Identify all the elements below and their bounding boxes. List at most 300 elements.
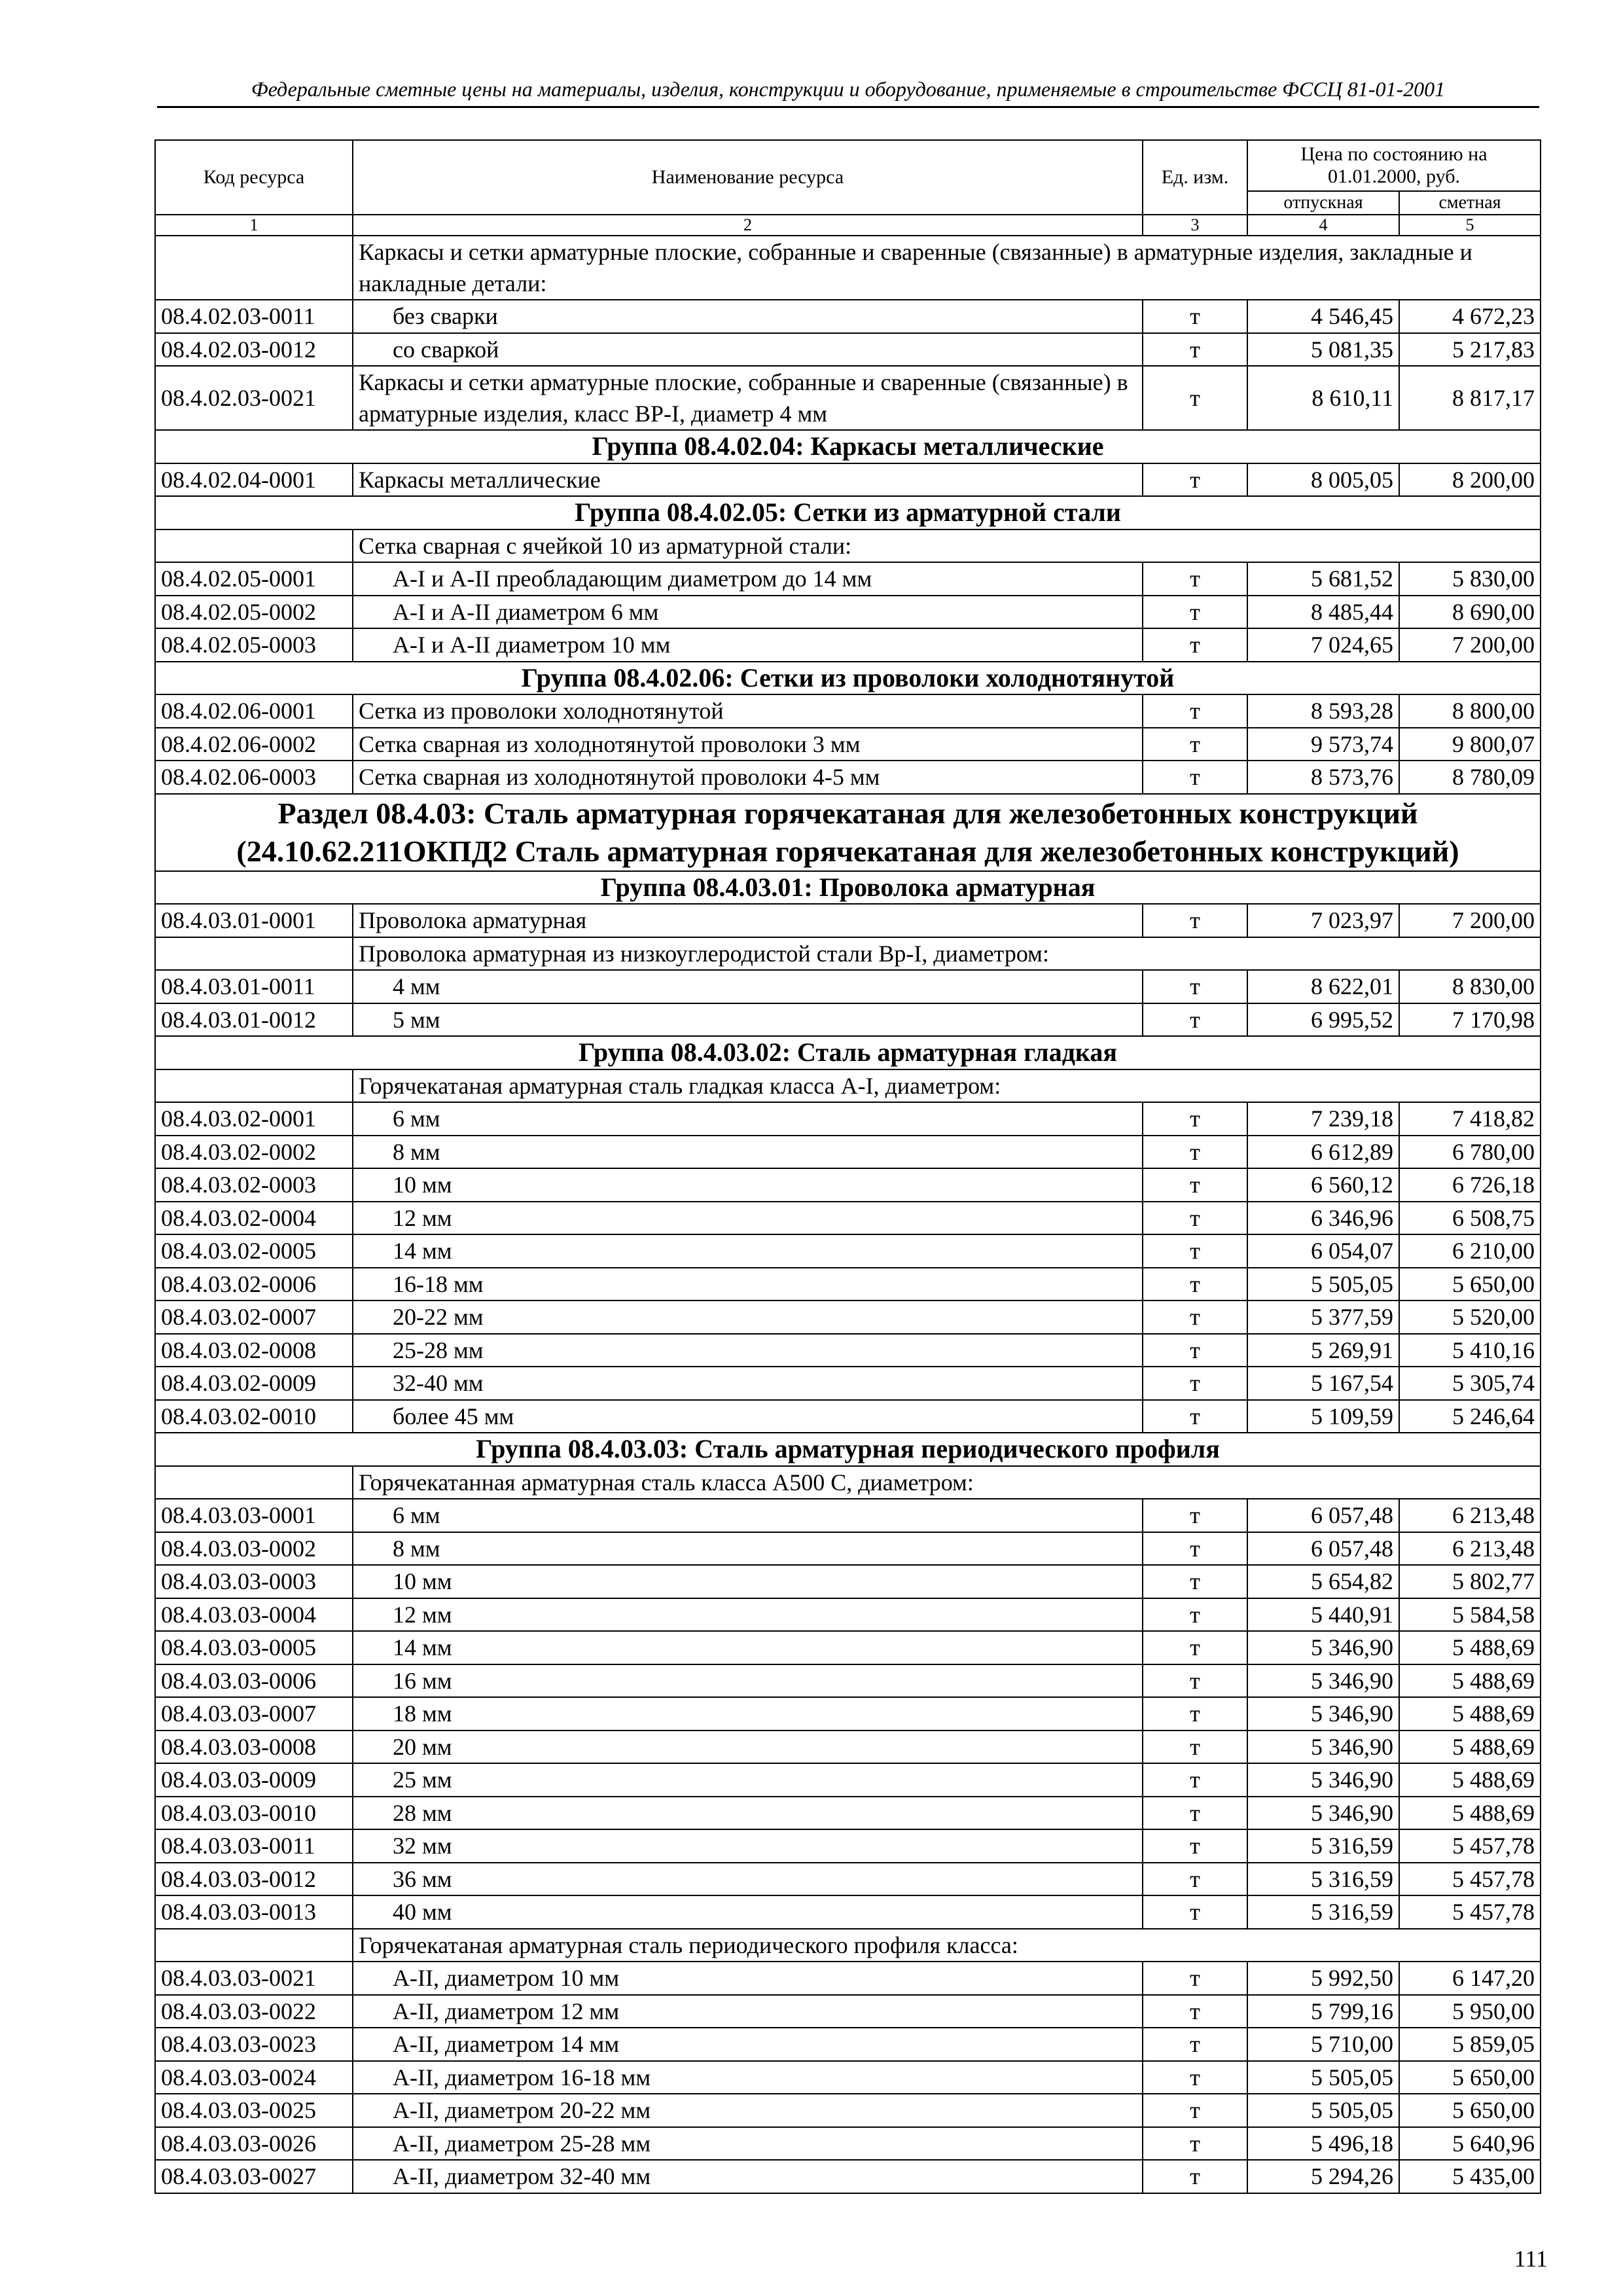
subheading-row (155, 1466, 1541, 1499)
resource-code: 08.4.03.03-0023 (155, 2028, 353, 2061)
resource-name: А-II, диаметром 32-40 мм (353, 2160, 1143, 2193)
resource-name: 20 мм (353, 1731, 1143, 1764)
estimate-price: 4 672,23 (1399, 300, 1541, 333)
table-row (155, 1598, 1541, 1632)
unit-cell: т (1143, 300, 1247, 333)
table-row (155, 1367, 1541, 1400)
unit-cell: т (1143, 596, 1247, 629)
resource-code: 08.4.02.05-0002 (155, 596, 353, 629)
release-price: 8 005,05 (1247, 463, 1399, 497)
resource-code: 08.4.03.02-0001 (155, 1102, 353, 1136)
subheading-row (155, 937, 1541, 971)
empty-code-cell (155, 1069, 353, 1103)
unit-cell: т (1143, 1532, 1247, 1566)
table-row (155, 1731, 1541, 1764)
col-number: 2 (353, 215, 1143, 236)
release-price: 5 346,90 (1247, 1631, 1399, 1664)
table-row (155, 2061, 1541, 2094)
resource-name: более 45 мм (353, 1400, 1143, 1433)
estimate-price: 5 950,00 (1399, 1995, 1541, 2028)
estimate-price: 6 213,48 (1399, 1532, 1541, 1566)
estimate-price: 5 830,00 (1399, 562, 1541, 596)
table-row (155, 728, 1541, 761)
estimate-price: 5 305,74 (1399, 1367, 1541, 1400)
estimate-price: 5 488,69 (1399, 1763, 1541, 1797)
resource-name: 12 мм (353, 1202, 1143, 1235)
release-price: 8 485,44 (1247, 596, 1399, 629)
resource-name: 20-22 мм (353, 1300, 1143, 1334)
table-row (155, 1697, 1541, 1731)
estimate-price: 5 457,78 (1399, 1829, 1541, 1863)
unit-cell: т (1143, 1598, 1247, 1632)
unit-cell: т (1143, 694, 1247, 728)
unit-cell: т (1143, 970, 1247, 1003)
resource-code: 08.4.03.03-0005 (155, 1631, 353, 1664)
resource-code: 08.4.03.02-0008 (155, 1334, 353, 1367)
table-row (155, 904, 1541, 937)
release-price: 9 573,74 (1247, 728, 1399, 761)
resource-code: 08.4.02.05-0003 (155, 628, 353, 662)
resource-name: Каркасы металлические (353, 463, 1143, 497)
resource-code: 08.4.03.03-0003 (155, 1565, 353, 1598)
estimate-price: 5 488,69 (1399, 1631, 1541, 1664)
empty-code-cell (155, 937, 353, 971)
table-row (155, 1895, 1541, 1929)
empty-code-cell (155, 1929, 353, 1962)
release-price: 5 346,90 (1247, 1664, 1399, 1698)
section-row (155, 794, 1541, 871)
resource-name: 16 мм (353, 1664, 1143, 1698)
unit-cell: т (1143, 2061, 1247, 2094)
col-number: 5 (1399, 215, 1541, 236)
table-row (155, 1532, 1541, 1566)
resource-code: 08.4.02.05-0001 (155, 562, 353, 596)
table-row (155, 1664, 1541, 1698)
resource-name: 8 мм (353, 1136, 1143, 1169)
resource-code: 08.4.02.03-0021 (155, 366, 353, 430)
resource-code: 08.4.03.03-0004 (155, 1598, 353, 1632)
table-row (155, 562, 1541, 596)
estimate-price: 5 488,69 (1399, 1731, 1541, 1764)
unit-cell: т (1143, 366, 1247, 430)
col-number: 1 (155, 215, 353, 236)
resource-name: А-II, диаметром 20-22 мм (353, 2094, 1143, 2127)
resource-name: 10 мм (353, 1168, 1143, 1202)
unit-cell: т (1143, 1499, 1247, 1532)
resource-name: 25-28 мм (353, 1334, 1143, 1367)
release-price: 5 440,91 (1247, 1598, 1399, 1632)
estimate-price: 5 488,69 (1399, 1797, 1541, 1830)
unit-cell: т (1143, 728, 1247, 761)
release-price: 7 239,18 (1247, 1102, 1399, 1136)
release-price: 6 057,48 (1247, 1532, 1399, 1566)
col-header-name: Наименование ресурса (353, 140, 1143, 215)
group-heading: Группа 08.4.03.01: Проволока арматурная (155, 871, 1541, 905)
resource-name: со сваркой (353, 333, 1143, 367)
group-row (155, 1036, 1541, 1069)
release-price: 5 496,18 (1247, 2127, 1399, 2161)
release-price: 5 346,90 (1247, 1797, 1399, 1830)
resource-code: 08.4.03.01-0001 (155, 904, 353, 937)
unit-cell: т (1143, 1829, 1247, 1863)
resource-name: 36 мм (353, 1863, 1143, 1896)
resource-name: 32 мм (353, 1829, 1143, 1863)
estimate-price: 5 246,64 (1399, 1400, 1541, 1433)
resource-name: А-I и А-II диаметром 10 мм (353, 628, 1143, 662)
resource-code: 08.4.03.02-0004 (155, 1202, 353, 1235)
resource-name: 8 мм (353, 1532, 1143, 1566)
release-price: 5 294,26 (1247, 2160, 1399, 2193)
unit-cell: т (1143, 1334, 1247, 1367)
release-price: 5 654,82 (1247, 1565, 1399, 1598)
table-row (155, 300, 1541, 333)
release-price: 5 346,90 (1247, 1763, 1399, 1797)
resource-name: 14 мм (353, 1631, 1143, 1664)
table-row (155, 1003, 1541, 1037)
unit-cell: т (1143, 1664, 1247, 1698)
unit-cell: т (1143, 562, 1247, 596)
release-price: 5 316,59 (1247, 1829, 1399, 1863)
estimate-price: 8 830,00 (1399, 970, 1541, 1003)
release-price: 6 346,96 (1247, 1202, 1399, 1235)
resource-name: А-I и А-II преобладающим диаметром до 14 мм (353, 562, 1143, 596)
resource-code: 08.4.03.02-0010 (155, 1400, 353, 1433)
table-row (155, 1829, 1541, 1863)
resource-code: 08.4.03.01-0011 (155, 970, 353, 1003)
resource-name: Сетка сварная из холоднотянутой проволоки 3 мм (353, 728, 1143, 761)
release-price: 5 269,91 (1247, 1334, 1399, 1367)
group-row (155, 871, 1541, 905)
resource-code: 08.4.02.06-0003 (155, 761, 353, 794)
unit-cell: т (1143, 1797, 1247, 1830)
resource-code: 08.4.03.03-0022 (155, 1995, 353, 2028)
estimate-price: 8 200,00 (1399, 463, 1541, 497)
table-row (155, 2094, 1541, 2127)
release-price: 8 610,11 (1247, 366, 1399, 430)
resource-name: 6 мм (353, 1499, 1143, 1532)
table-row (155, 463, 1541, 497)
resource-code: 08.4.03.03-0007 (155, 1697, 353, 1731)
unit-cell: т (1143, 1763, 1247, 1797)
resource-code: 08.4.03.03-0013 (155, 1895, 353, 1929)
resource-code: 08.4.03.03-0021 (155, 1962, 353, 1995)
resource-code: 08.4.03.02-0003 (155, 1168, 353, 1202)
resource-code: 08.4.03.03-0025 (155, 2094, 353, 2127)
table-row (155, 1102, 1541, 1136)
table-row (155, 761, 1541, 794)
unit-cell: т (1143, 1565, 1247, 1598)
table-row (155, 1202, 1541, 1235)
estimate-price: 5 640,96 (1399, 2127, 1541, 2161)
resource-name: 5 мм (353, 1003, 1143, 1037)
release-price: 5 710,00 (1247, 2028, 1399, 2061)
table-row (155, 1136, 1541, 1169)
running-header: Федеральные сметные цены на материалы, изделия, конструкции и оборудование, применяемые в строительстве ФССЦ 81-01-2001 (157, 73, 1539, 108)
resource-code: 08.4.02.03-0011 (155, 300, 353, 333)
release-price: 5 505,05 (1247, 1268, 1399, 1301)
table-row (155, 1234, 1541, 1268)
unit-cell: т (1143, 1731, 1247, 1764)
unit-cell: т (1143, 1268, 1247, 1301)
unit-cell: т (1143, 2028, 1247, 2061)
release-price: 5 799,16 (1247, 1995, 1399, 2028)
estimate-price: 6 508,75 (1399, 1202, 1541, 1235)
estimate-price: 5 217,83 (1399, 333, 1541, 367)
table-row (155, 1995, 1541, 2028)
estimate-price: 5 859,05 (1399, 2028, 1541, 2061)
release-price: 5 681,52 (1247, 562, 1399, 596)
estimate-price: 5 650,00 (1399, 2094, 1541, 2127)
resource-name: 6 мм (353, 1102, 1143, 1136)
table-row (155, 2028, 1541, 2061)
estimate-price: 6 213,48 (1399, 1499, 1541, 1532)
resource-code: 08.4.02.04-0001 (155, 463, 353, 497)
estimate-price: 5 457,78 (1399, 1863, 1541, 1896)
estimate-price: 5 457,78 (1399, 1895, 1541, 1929)
resource-code: 08.4.03.03-0010 (155, 1797, 353, 1830)
subheading-text: Горячекатаная арматурная сталь периодического профиля класса: (353, 1929, 1541, 1962)
resource-code: 08.4.03.03-0027 (155, 2160, 353, 2193)
unit-cell: т (1143, 463, 1247, 497)
table-row (155, 1763, 1541, 1797)
estimate-price: 6 780,00 (1399, 1136, 1541, 1169)
unit-cell: т (1143, 2160, 1247, 2193)
resource-code: 08.4.03.02-0009 (155, 1367, 353, 1400)
group-heading: Группа 08.4.02.06: Сетки из проволоки холоднотянутой (155, 662, 1541, 695)
estimate-price: 5 802,77 (1399, 1565, 1541, 1598)
estimate-price: 8 690,00 (1399, 596, 1541, 629)
table-row (155, 628, 1541, 662)
estimate-price: 7 200,00 (1399, 628, 1541, 662)
resource-name: 18 мм (353, 1697, 1143, 1731)
empty-code-cell (155, 236, 353, 300)
estimate-price: 5 650,00 (1399, 1268, 1541, 1301)
table-row (155, 366, 1541, 430)
group-row (155, 430, 1541, 463)
estimate-price: 8 800,00 (1399, 694, 1541, 728)
estimate-price: 5 584,58 (1399, 1598, 1541, 1632)
resource-name: 12 мм (353, 1598, 1143, 1632)
release-price: 5 377,59 (1247, 1300, 1399, 1334)
unit-cell: т (1143, 1697, 1247, 1731)
table-row (155, 1334, 1541, 1367)
table-row (155, 1400, 1541, 1433)
resource-name: 28 мм (353, 1797, 1143, 1830)
subheading-text: Сетка сварная с ячейкой 10 из арматурной стали: (353, 529, 1541, 563)
resource-name: 16-18 мм (353, 1268, 1143, 1301)
release-price: 6 054,07 (1247, 1234, 1399, 1268)
resource-name: А-II, диаметром 12 мм (353, 1995, 1143, 2028)
unit-cell: т (1143, 1202, 1247, 1235)
unit-cell: т (1143, 1631, 1247, 1664)
group-heading: Группа 08.4.02.04: Каркасы металлические (155, 430, 1541, 463)
table-row (155, 1631, 1541, 1664)
col-header-price: Цена по состоянию на 01.01.2000, руб. (1247, 140, 1541, 191)
estimate-price: 5 410,16 (1399, 1334, 1541, 1367)
estimate-price: 6 726,18 (1399, 1168, 1541, 1202)
estimate-price: 8 780,09 (1399, 761, 1541, 794)
resource-code: 08.4.02.03-0012 (155, 333, 353, 367)
release-price: 6 612,89 (1247, 1136, 1399, 1169)
table-row (155, 1300, 1541, 1334)
unit-cell: т (1143, 1863, 1247, 1896)
resource-name: Проволока арматурная (353, 904, 1143, 937)
unit-cell: т (1143, 1895, 1247, 1929)
unit-cell: т (1143, 1400, 1247, 1433)
resource-code: 08.4.03.02-0002 (155, 1136, 353, 1169)
table-row (155, 694, 1541, 728)
table-row (155, 1863, 1541, 1896)
unit-cell: т (1143, 761, 1247, 794)
resource-code: 08.4.03.03-0024 (155, 2061, 353, 2094)
estimate-price: 5 435,00 (1399, 2160, 1541, 2193)
unit-cell: т (1143, 1136, 1247, 1169)
subheading-row (155, 1929, 1541, 1962)
estimate-price: 6 147,20 (1399, 1962, 1541, 1995)
col-number: 3 (1143, 215, 1247, 236)
resource-code: 08.4.03.03-0001 (155, 1499, 353, 1532)
col-header-code: Код ресурса (155, 140, 353, 215)
resource-name: Сетка из проволоки холоднотянутой (353, 694, 1143, 728)
table-row (155, 596, 1541, 629)
table-row (155, 1565, 1541, 1598)
resource-name: А-I и А-II диаметром 6 мм (353, 596, 1143, 629)
resource-code: 08.4.03.02-0005 (155, 1234, 353, 1268)
resource-code: 08.4.02.06-0002 (155, 728, 353, 761)
table-row (155, 1499, 1541, 1532)
page-number: 111 (1514, 2246, 1548, 2272)
estimate-price: 5 488,69 (1399, 1697, 1541, 1731)
resource-name: 32-40 мм (353, 1367, 1143, 1400)
col-number: 4 (1247, 215, 1399, 236)
unit-cell: т (1143, 1995, 1247, 2028)
subheading-text: Горячекатанная арматурная сталь класса А500 С, диаметром: (353, 1466, 1541, 1499)
release-price: 5 109,59 (1247, 1400, 1399, 1433)
table-row (155, 1268, 1541, 1301)
estimate-price: 8 817,17 (1399, 366, 1541, 430)
release-price: 8 593,28 (1247, 694, 1399, 728)
resource-name: Каркасы и сетки арматурные плоские, собранные и сваренные (связанные) в арматурные изделия, класс ВР-I, диаметр 4 мм (353, 366, 1143, 430)
resource-code: 08.4.03.03-0011 (155, 1829, 353, 1863)
table-row (155, 333, 1541, 367)
unit-cell: т (1143, 904, 1247, 937)
group-row (155, 662, 1541, 695)
subheading-row (155, 529, 1541, 563)
estimate-price: 5 650,00 (1399, 2061, 1541, 2094)
resource-code: 08.4.03.03-0012 (155, 1863, 353, 1896)
table-row (155, 2127, 1541, 2161)
estimate-price: 7 418,82 (1399, 1102, 1541, 1136)
unit-cell: т (1143, 1102, 1247, 1136)
release-price: 5 992,50 (1247, 1962, 1399, 1995)
section-heading: Раздел 08.4.03: Сталь арматурная горячекатаная для железобетонных конструкций (24.10.62.211ОКПД2 Сталь арматурная горячекатаная для железобетонных конструкций) (155, 794, 1541, 871)
estimate-price: 7 170,98 (1399, 1003, 1541, 1037)
resource-name: Сетка сварная из холоднотянутой проволоки 4-5 мм (353, 761, 1143, 794)
subheading-row (155, 236, 1541, 300)
group-row (155, 496, 1541, 529)
resource-code: 08.4.03.03-0009 (155, 1763, 353, 1797)
table-row (155, 1168, 1541, 1202)
group-heading: Группа 08.4.02.05: Сетки из арматурной стали (155, 496, 1541, 529)
group-row (155, 1433, 1541, 1466)
release-price: 7 024,65 (1247, 628, 1399, 662)
unit-cell: т (1143, 628, 1247, 662)
release-price: 5 505,05 (1247, 2061, 1399, 2094)
subheading-text: Каркасы и сетки арматурные плоские, собранные и сваренные (связанные) в арматурные изделия, закладные и накладные детали: (353, 236, 1541, 300)
release-price: 6 560,12 (1247, 1168, 1399, 1202)
release-price: 6 995,52 (1247, 1003, 1399, 1037)
unit-cell: т (1143, 1168, 1247, 1202)
release-price: 5 346,90 (1247, 1731, 1399, 1764)
release-price: 5 316,59 (1247, 1895, 1399, 1929)
unit-cell: т (1143, 1367, 1247, 1400)
table-row (155, 1962, 1541, 1995)
release-price: 6 057,48 (1247, 1499, 1399, 1532)
resource-name: без сварки (353, 300, 1143, 333)
unit-cell: т (1143, 1003, 1247, 1037)
subheading-text: Горячекатаная арматурная сталь гладкая класса А-I, диаметром: (353, 1069, 1541, 1103)
empty-code-cell (155, 1466, 353, 1499)
estimate-price: 9 800,07 (1399, 728, 1541, 761)
col-header-unit: Ед. изм. (1143, 140, 1247, 215)
resource-code: 08.4.03.03-0026 (155, 2127, 353, 2161)
table-row (155, 1797, 1541, 1830)
resource-name: 25 мм (353, 1763, 1143, 1797)
group-heading: Группа 08.4.03.02: Сталь арматурная гладкая (155, 1036, 1541, 1069)
release-price: 5 316,59 (1247, 1863, 1399, 1896)
resource-name: А-II, диаметром 25-28 мм (353, 2127, 1143, 2161)
release-price: 8 573,76 (1247, 761, 1399, 794)
resource-name: А-II, диаметром 10 мм (353, 1962, 1143, 1995)
resource-code: 08.4.03.03-0006 (155, 1664, 353, 1698)
resource-code: 08.4.03.03-0008 (155, 1731, 353, 1764)
subheading-text: Проволока арматурная из низкоуглеродистой стали Вр-I, диаметром: (353, 937, 1541, 971)
resource-name: 10 мм (353, 1565, 1143, 1598)
resource-name: А-II, диаметром 14 мм (353, 2028, 1143, 2061)
table-row (155, 2160, 1541, 2193)
unit-cell: т (1143, 1234, 1247, 1268)
unit-cell: т (1143, 2094, 1247, 2127)
unit-cell: т (1143, 2127, 1247, 2161)
estimate-price: 5 520,00 (1399, 1300, 1541, 1334)
resource-code: 08.4.03.01-0012 (155, 1003, 353, 1037)
release-price: 4 546,45 (1247, 300, 1399, 333)
resource-name: А-II, диаметром 16-18 мм (353, 2061, 1143, 2094)
resource-name: 4 мм (353, 970, 1143, 1003)
resource-code: 08.4.03.03-0002 (155, 1532, 353, 1566)
resource-code: 08.4.03.02-0006 (155, 1268, 353, 1301)
subheading-row (155, 1069, 1541, 1103)
resource-name: 40 мм (353, 1895, 1143, 1929)
unit-cell: т (1143, 1300, 1247, 1334)
release-price: 7 023,97 (1247, 904, 1399, 937)
col-header-release: отпускная (1247, 191, 1399, 215)
price-table (154, 139, 1541, 2194)
empty-code-cell (155, 529, 353, 563)
release-price: 5 081,35 (1247, 333, 1399, 367)
estimate-price: 6 210,00 (1399, 1234, 1541, 1268)
group-heading: Группа 08.4.03.03: Сталь арматурная периодического профиля (155, 1433, 1541, 1466)
table-row (155, 970, 1541, 1003)
release-price: 5 346,90 (1247, 1697, 1399, 1731)
estimate-price: 7 200,00 (1399, 904, 1541, 937)
release-price: 8 622,01 (1247, 970, 1399, 1003)
resource-code: 08.4.02.06-0001 (155, 694, 353, 728)
resource-name: 14 мм (353, 1234, 1143, 1268)
resource-code: 08.4.03.02-0007 (155, 1300, 353, 1334)
release-price: 5 167,54 (1247, 1367, 1399, 1400)
unit-cell: т (1143, 1962, 1247, 1995)
